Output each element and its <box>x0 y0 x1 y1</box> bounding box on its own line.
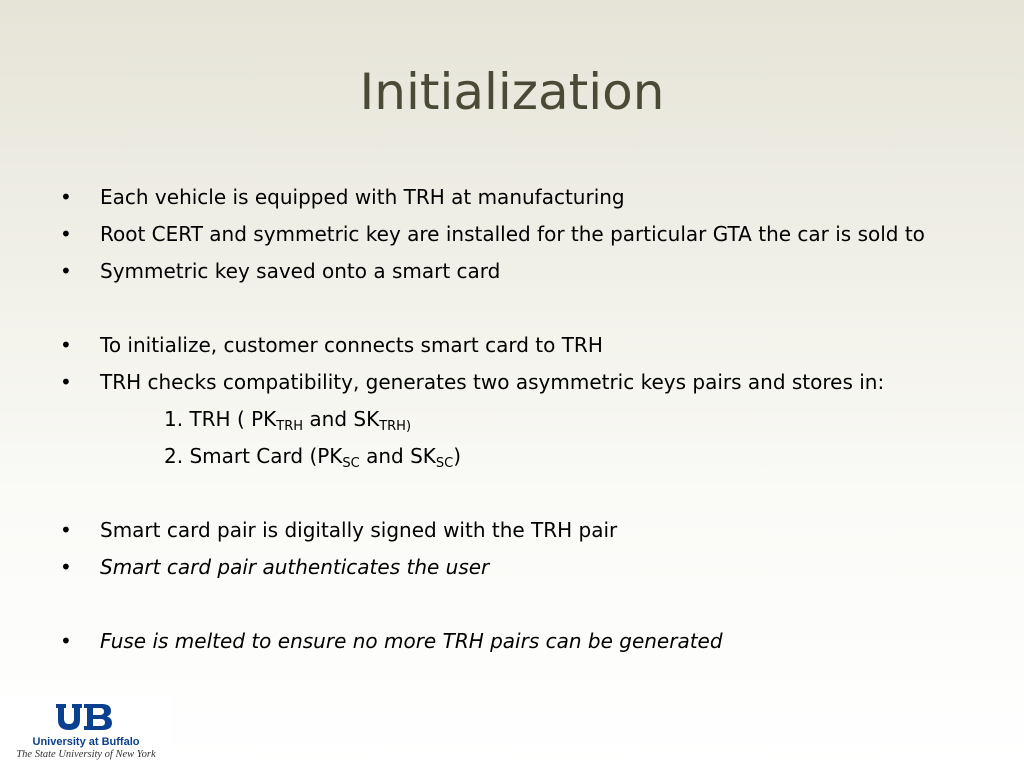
spacer <box>56 591 996 628</box>
bullet-marker: • <box>60 259 72 283</box>
bullet-item <box>56 221 996 258</box>
subscript: SC <box>435 456 454 471</box>
bullet-text: Smart card pair authenticates the user <box>100 555 490 579</box>
bullet-text: Symmetric key saved onto a smart card <box>100 259 501 283</box>
bullet-text: TRH checks compatibility, generates two asymmetric keys pairs and stores in: <box>100 370 885 394</box>
sub-item-trh <box>56 406 996 443</box>
bullet-item <box>56 369 996 406</box>
sub-item-prefix: 1. TRH ( PK <box>164 407 277 431</box>
sub-item-middle: and SK <box>359 444 436 468</box>
spacer <box>56 295 996 332</box>
bullet-marker: • <box>60 555 72 579</box>
bullet-marker: • <box>60 222 72 246</box>
sub-item-prefix: 2. Smart Card (PK <box>164 444 343 468</box>
logo-university-subtitle: The State University of New York <box>16 749 156 760</box>
bullet-item <box>56 184 996 221</box>
subscript: TRH) <box>379 419 412 434</box>
bullet-text: To initialize, customer connects smart card to TRH <box>100 333 603 357</box>
bullet-marker: • <box>60 370 72 394</box>
sub-item-smart-card <box>56 443 996 480</box>
bullet-item <box>56 554 996 591</box>
subscript: SC <box>342 456 360 471</box>
sub-item-text <box>164 443 461 469</box>
bullet-marker: • <box>60 629 72 653</box>
bullet-text: Root CERT and symmetric key are installed for the particular GTA the car is sold to <box>100 222 925 246</box>
bullet-item <box>56 628 996 665</box>
bullet-text: Smart card pair is digitally signed with the TRH pair <box>100 518 618 542</box>
slide-title: Initialization <box>359 63 665 121</box>
bullet-marker: • <box>60 185 72 209</box>
bullet-text: Each vehicle is equipped with TRH at manufacturing <box>100 185 625 209</box>
university-logo <box>0 696 170 768</box>
sub-item-text <box>164 406 411 432</box>
ub-logo-icon <box>54 702 114 732</box>
subscript: TRH <box>276 419 304 434</box>
spacer <box>56 480 996 517</box>
sub-item-suffix: ) <box>453 444 462 468</box>
bullet-item <box>56 258 996 295</box>
slide-content <box>56 184 996 665</box>
bullet-item <box>56 332 996 369</box>
bullet-text: Fuse is melted to ensure no more TRH pairs can be generated <box>100 629 723 653</box>
sub-item-middle: and SK <box>303 407 380 431</box>
bullet-item <box>56 517 996 554</box>
logo-university-name: University at Buffalo <box>32 736 140 748</box>
bullet-marker: • <box>60 518 72 542</box>
bullet-marker: • <box>60 333 72 357</box>
